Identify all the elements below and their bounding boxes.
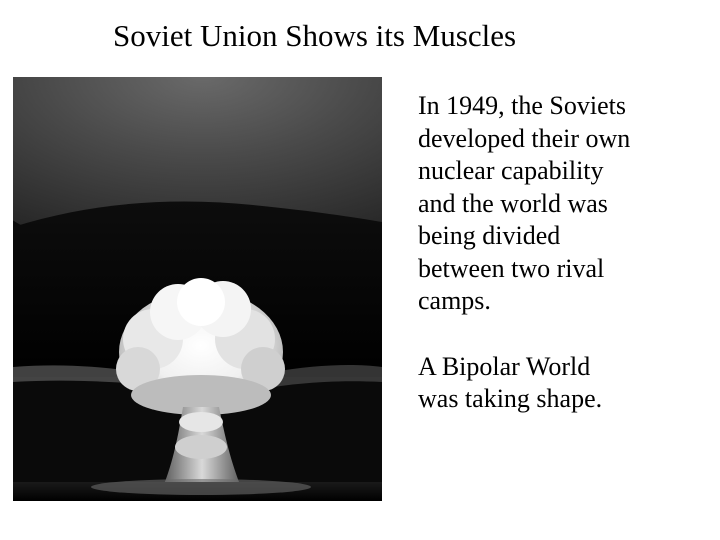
body-line: nuclear capability — [418, 156, 604, 185]
body-line: was taking shape. — [418, 384, 603, 413]
body-line: and the world was — [418, 188, 608, 218]
body-line: A Bipolar World — [418, 351, 591, 381]
mushroom-cloud-photo — [13, 77, 382, 501]
body-text — [418, 90, 708, 416]
body-paragraph-2 — [418, 351, 708, 416]
body-line: being divided — [418, 221, 561, 250]
body-paragraph-1 — [418, 90, 708, 318]
body-line: between two rival — [418, 253, 605, 283]
body-line: camps. — [418, 286, 491, 315]
body-line: In 1949, the Soviets — [418, 91, 626, 120]
mushroom-cloud-image — [13, 77, 382, 501]
slide-title: Soviet Union Shows its Muscles — [113, 18, 517, 53]
body-line: developed their own — [418, 123, 631, 153]
